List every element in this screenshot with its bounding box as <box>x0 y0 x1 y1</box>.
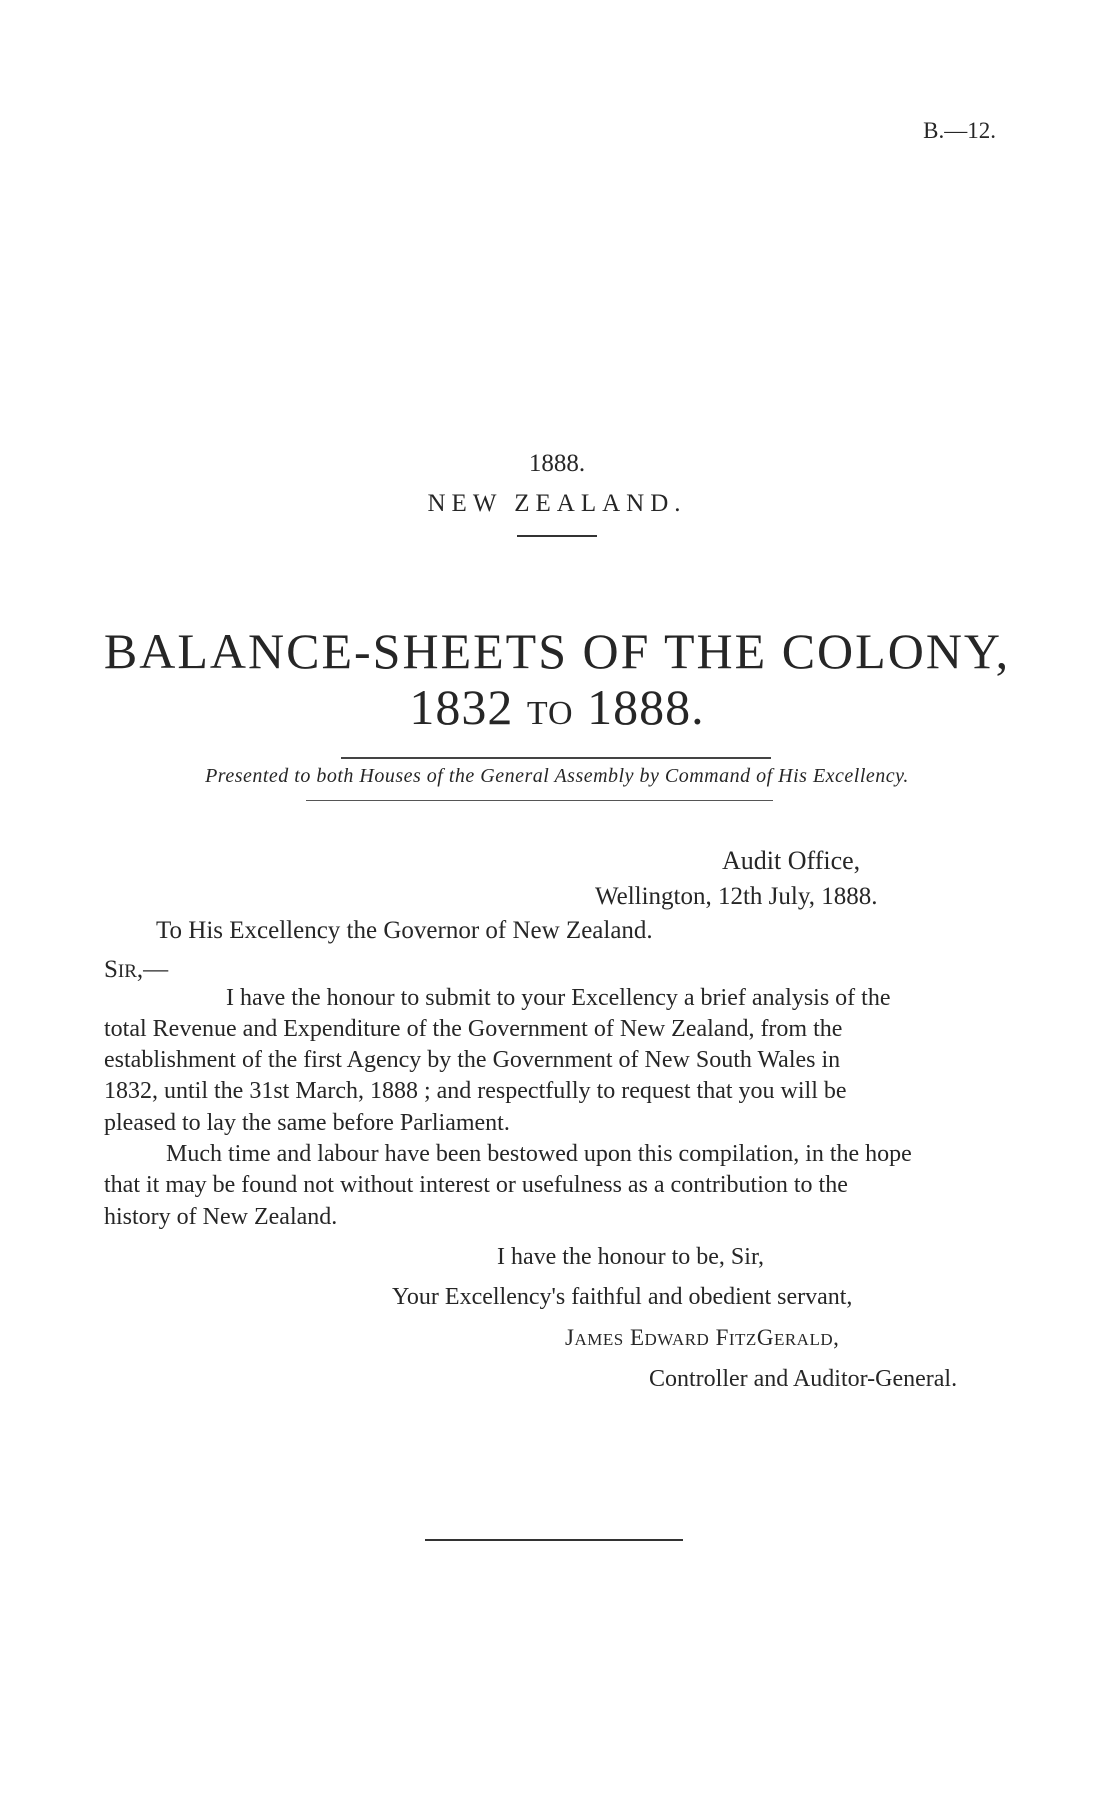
title-to-word: TO <box>526 695 574 732</box>
presented-rule-bottom <box>306 800 773 801</box>
paragraph-2-line-1: Much time and labour have been bestowed upon this compilation, in the hope <box>166 1141 912 1167</box>
presented-note: Presented to both Houses of the General Assembly by Command of His Excellency. <box>205 765 909 787</box>
paragraph-1-line-3: establishment of the first Agency by the Government of New South Wales in <box>104 1047 841 1073</box>
main-title: BALANCE-SHEETS OF THE COLONY, <box>103 623 1011 679</box>
short-divider <box>517 535 597 537</box>
closing-rule <box>425 1539 683 1541</box>
address-place-date: Wellington, 12th July, 1888. <box>595 883 878 910</box>
presented-rule-top <box>341 757 771 759</box>
signer-part: F <box>709 1325 729 1350</box>
salutation-rest: IR <box>117 961 137 982</box>
paragraph-2-line-3: history of New Zealand. <box>104 1204 338 1230</box>
publication-year: 1888. <box>528 450 586 477</box>
address-office: Audit Office, <box>722 846 861 875</box>
signer-part: DWARD <box>644 1330 710 1349</box>
paragraph-1-line-4: 1832, until the 31st March, 1888 ; and respectfully to request that you will be <box>104 1078 847 1104</box>
paragraph-2-line-2: that it may be found not without interest or usefulness as a contribution to the <box>104 1172 848 1198</box>
letter-valediction: Your Excellency's faithful and obedient servant, <box>392 1284 853 1310</box>
signer-part: , <box>833 1325 840 1350</box>
title-date-range <box>0 678 1114 736</box>
signer-position: Controller and Auditor-General. <box>649 1366 958 1392</box>
paragraph-1-line-2: total Revenue and Expenditure of the Government of New Zealand, from the <box>104 1016 843 1042</box>
salutation <box>104 956 168 984</box>
signer-part: E <box>623 1325 645 1350</box>
signer-part: J <box>565 1325 575 1350</box>
document-reference: B.—12. <box>923 118 996 143</box>
country-heading: NEW ZEALAND. <box>427 490 687 517</box>
salutation-initial: S <box>104 956 118 983</box>
title-start-year: 1832 <box>409 679 514 735</box>
letter-closing: I have the honour to be, Sir, <box>497 1244 764 1270</box>
signer-part: ITZ <box>728 1330 757 1349</box>
signer-part: ERALD <box>773 1330 834 1349</box>
letter-recipient: To His Excellency the Governor of New Zealand. <box>156 917 653 944</box>
signer-name <box>565 1325 839 1351</box>
paragraph-1-line-1: I have the honour to submit to your Excellency a brief analysis of the <box>226 985 891 1011</box>
signer-part: AMES <box>574 1330 624 1349</box>
title-end-year: 1888. <box>587 679 705 735</box>
paragraph-1-line-5: pleased to lay the same before Parliament. <box>104 1110 510 1136</box>
signer-part: G <box>756 1325 774 1350</box>
salutation-end: ,— <box>136 956 169 983</box>
